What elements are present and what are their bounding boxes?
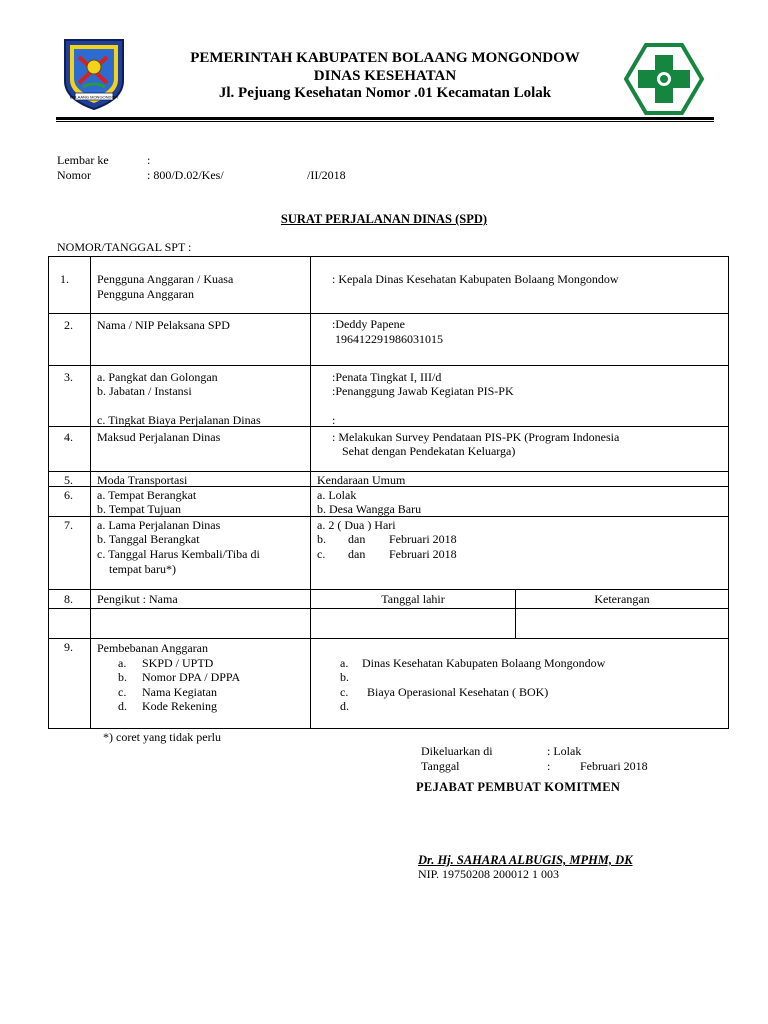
issue-date-value: Februari 2018 (580, 759, 648, 773)
row-5-label: Moda Transportasi (97, 473, 188, 487)
row-4-value-line2: Sehat dengan Pendekatan Keluarga) (342, 444, 516, 458)
row-7-value-a: a. 2 ( Dua ) Hari (317, 518, 396, 532)
row-2-label: Nama / NIP Pelaksana SPD (97, 318, 230, 332)
row-3-value-b: :Penanggung Jawab Kegiatan PIS-PK (332, 384, 514, 398)
issue-date-separator: : (547, 759, 551, 773)
row-9-item-a-text: SKPD / UPTD (142, 656, 214, 670)
header-rule-thick (56, 117, 714, 120)
row-7-value-c-date: Februari 2018 (389, 547, 457, 561)
row-6-label-b: b. Tempat Tujuan (97, 502, 181, 516)
row-7-label-c-line1: c. Tanggal Harus Kembali/Tiba di (97, 547, 260, 561)
row-3-label-c: c. Tingkat Biaya Perjalanan Dinas (97, 413, 261, 427)
signatory-position: PEJABAT PEMBUAT KOMITMEN (416, 780, 621, 794)
row-5-value: Kendaraan Umum (317, 473, 406, 487)
row-7-value-b-date: Februari 2018 (389, 532, 457, 546)
row-1-label-line1: Pengguna Anggaran / Kuasa (97, 272, 234, 286)
row-1-value: : Kepala Dinas Kesehatan Kabupaten Bolaang Mongondow (332, 272, 619, 286)
regency-coat-of-arms-logo (61, 37, 127, 111)
row-7-number: 7. (64, 518, 73, 532)
signatory-name: Dr. Hj. SAHARA ALBUGIS, MPHM, DK (418, 853, 633, 867)
spt-label: NOMOR/TANGGAL SPT : (57, 240, 192, 254)
row-2-value-name: :Deddy Papene (332, 317, 405, 331)
row-7-value-b-prefix: b. (317, 532, 326, 546)
nomor-label: Nomor (57, 168, 91, 182)
lembar-value: : (147, 153, 151, 167)
row-7-label-a: a. Lama Perjalanan Dinas (97, 518, 221, 532)
row-9-item-d-key: d. (118, 699, 127, 713)
row-3-label-b: b. Jabatan / Instansi (97, 384, 192, 398)
footnote: *) coret yang tidak perlu (103, 730, 221, 744)
row-8-label: Pengikut : Nama (97, 592, 178, 606)
row-2-value-nip: 196412291986031015 (335, 332, 443, 346)
row-7-label-c-line2: tempat baru*) (109, 562, 176, 576)
row-9-value-c-text: Biaya Operasional Kesehatan ( BOK) (367, 685, 549, 699)
row-9-value-d-key: d. (340, 699, 349, 713)
row-9-item-b-key: b. (118, 670, 127, 684)
row-7-value-c-prefix: c. (317, 547, 326, 561)
row-6-value-b: b. Desa Wangga Baru (317, 502, 422, 516)
row-9-item-d-text: Kode Rekening (142, 699, 217, 713)
lembar-label: Lembar ke (57, 153, 109, 167)
row-1-number: 1. (60, 272, 69, 286)
row-9-label: Pembebanan Anggaran (97, 641, 208, 655)
row-6-label-a: a. Tempat Berangkat (97, 488, 197, 502)
header-rule-thin (56, 121, 714, 122)
issue-date-label: Tanggal (421, 759, 460, 773)
row-8-header-remarks: Keterangan (594, 592, 650, 606)
row-7-value-c-dan: dan (348, 547, 366, 561)
row-1-label-line2: Pengguna Anggaran (97, 287, 194, 301)
row-6-value-a: a. Lolak (317, 488, 357, 502)
header-address: Jl. Pejuang Kesehatan Nomor .01 Kecamatan Lolak (218, 85, 552, 101)
row-7-value-b-dan: dan (348, 532, 366, 546)
row-3-value-c: : (332, 413, 336, 427)
row-2-number: 2. (64, 318, 73, 332)
issued-at-label: Dikeluarkan di (421, 744, 493, 758)
row-3-label-a: a. Pangkat dan Golongan (97, 370, 218, 384)
row-9-item-c-text: Nama Kegiatan (142, 685, 217, 699)
row-5-number: 5. (64, 473, 73, 487)
nomor-value: : 800/D.02/Kes/ (147, 168, 224, 182)
row-9-value-a-key: a. (340, 656, 349, 670)
issued-at-value: : Lolak (547, 744, 582, 758)
row-3-value-a: :Penata Tingkat I, III/d (332, 370, 442, 384)
row-9-value-a-text: Dinas Kesehatan Kabupaten Bolaang Mongondow (362, 656, 606, 670)
row-9-value-c-key: c. (340, 685, 349, 699)
row-8-number: 8. (64, 592, 73, 606)
header-agency-name: DINAS KESEHATAN (313, 68, 457, 84)
row-7-label-b: b. Tanggal Berangkat (97, 532, 200, 546)
row-9-item-b-text: Nomor DPA / DPPA (142, 670, 241, 684)
row-4-value-line1: : Melakukan Survey Pendataan PIS-PK (Program Indonesia (332, 430, 620, 444)
row-6-number: 6. (64, 488, 73, 502)
signatory-nip: NIP. 19750208 200012 1 003 (418, 867, 560, 881)
row-9-number: 9. (64, 640, 73, 654)
nomor-suffix: /II/2018 (307, 168, 346, 182)
row-8-header-birthdate: Tanggal lahir (381, 592, 445, 606)
row-3-number: 3. (64, 370, 73, 384)
row-9-item-c-key: c. (118, 685, 127, 699)
row-4-label: Maksud Perjalanan Dinas (97, 430, 221, 444)
logo-ribbon-text: BOLAANG MONGONDOW (69, 94, 119, 100)
header-government-name: PEMERINTAH KABUPATEN BOLAANG MONGONDOW (190, 50, 580, 66)
row-9-item-a-key: a. (118, 656, 127, 670)
row-4-number: 4. (64, 430, 73, 444)
document-title: SURAT PERJALANAN DINAS (SPD) (280, 212, 488, 226)
row-9-value-b-key: b. (340, 670, 349, 684)
